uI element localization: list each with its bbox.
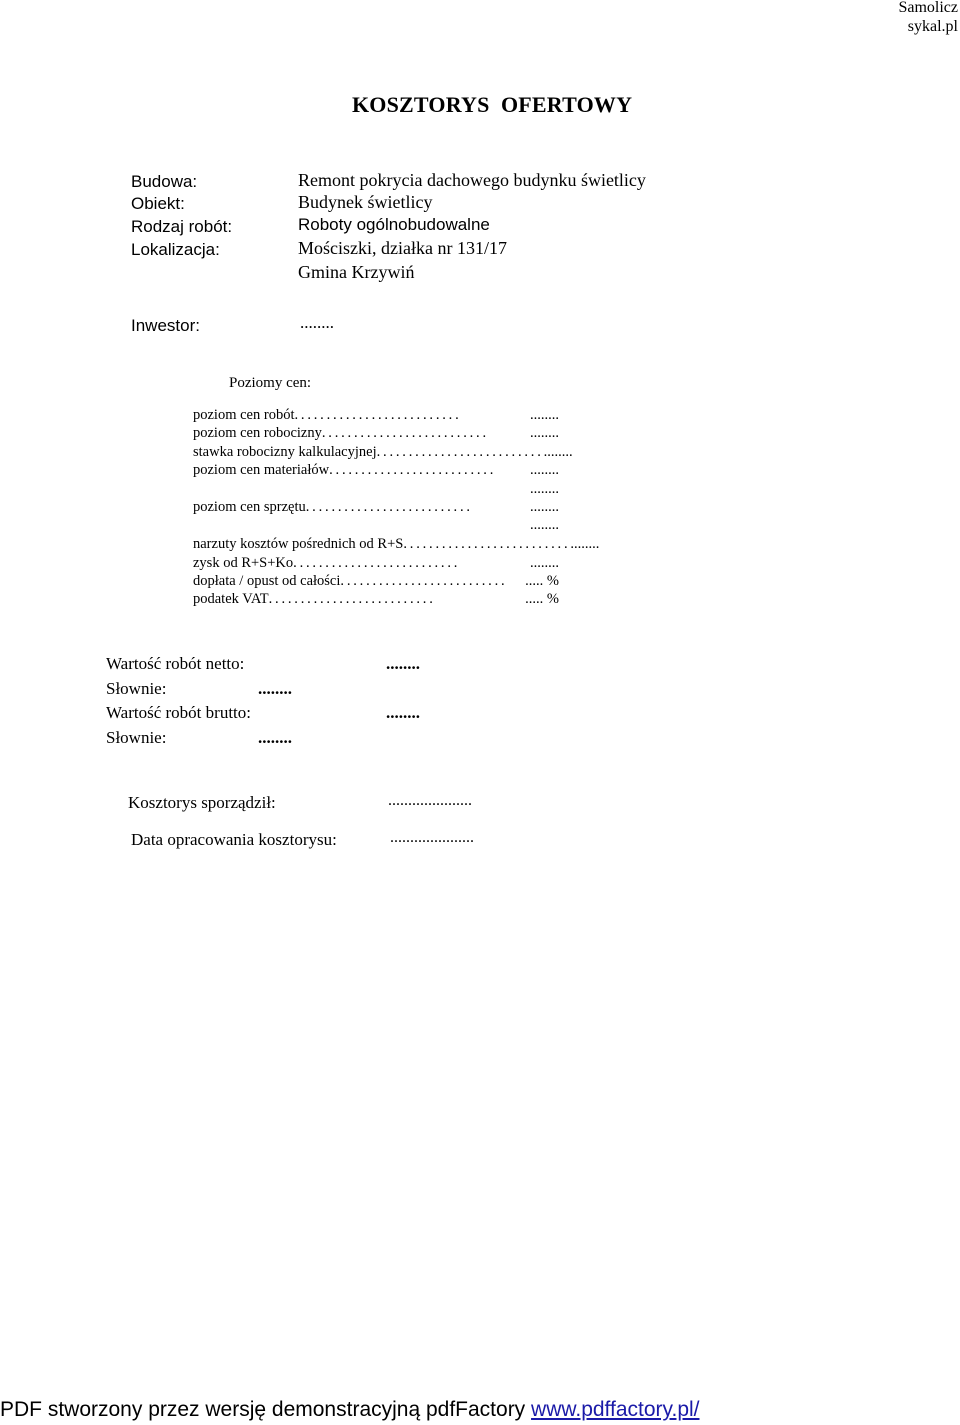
- footer-link[interactable]: www.pdffactory.pl/: [531, 1398, 700, 1421]
- price-level-label: stawka robocizny kalkulacyjnej: [193, 444, 377, 460]
- price-levels-title: Poziomy cen:: [229, 375, 312, 391]
- slownie-netto-label: Słownie:: [106, 679, 167, 698]
- corner-line-1: Samolicz: [898, 0, 958, 16]
- investor-label: Inwestor:: [131, 316, 200, 335]
- netto-label: Wartość robót netto:: [106, 654, 245, 673]
- leader-dots: ..........................: [293, 555, 461, 571]
- price-level-value: ........: [530, 499, 559, 515]
- price-level-row: [193, 498, 559, 516]
- info-label-obiekt: Obiekt:: [131, 194, 185, 213]
- price-level-label: poziom cen sprzętu: [193, 499, 306, 515]
- corner-header: [898, 0, 958, 36]
- price-level-label: poziom cen robocizny: [193, 425, 322, 441]
- price-level-value: ........: [530, 407, 559, 423]
- slownie-brutto-value: ........: [258, 728, 292, 747]
- price-level-label: poziom cen materiałów: [193, 462, 330, 478]
- leader-dots: ..........................: [268, 591, 436, 607]
- info-label-lokalizacja: Lokalizacja:: [131, 240, 220, 259]
- price-level-value: ........: [543, 444, 573, 460]
- netto-value: ........: [386, 654, 420, 673]
- slownie-netto-value: ........: [258, 679, 292, 698]
- leader-dots: ..........................: [294, 407, 462, 423]
- leader-dots: ..........................: [376, 444, 544, 460]
- document-title: KOSZTORYS OFERTOWY: [352, 92, 633, 117]
- date-value: .....................: [390, 829, 474, 846]
- info-label-rodzaj-robot: Rodzaj robót:: [131, 217, 233, 236]
- price-level-row: [193, 535, 600, 553]
- price-level-row: [193, 590, 559, 608]
- info-value-gmina: Gmina Krzywiń: [298, 262, 415, 282]
- price-level-row: [193, 554, 559, 572]
- leader-dots: ..........................: [305, 499, 473, 515]
- author-label: Kosztorys sporządził:: [128, 793, 276, 812]
- brutto-label: Wartość robót brutto:: [106, 703, 251, 722]
- info-value-budowa: Remont pokrycia dachowego budynku świetlicy: [298, 170, 646, 190]
- info-value-obiekt: Budynek świetlicy: [298, 192, 433, 212]
- price-level-row: [193, 406, 559, 424]
- info-label-budowa: Budowa:: [131, 172, 198, 191]
- author-value: .....................: [388, 792, 472, 809]
- footer-text: PDF stworzony przez wersję demonstracyjną pdfFactory: [0, 1398, 526, 1421]
- info-value-rodzaj-robot: Roboty ogólnobudowalne: [298, 215, 490, 234]
- leader-dots: ..........................: [321, 425, 489, 441]
- price-level-label: zysk od R+S+Ko: [193, 555, 294, 571]
- leader-dots: ..........................: [329, 462, 497, 478]
- corner-line-2: sykal.pl: [907, 18, 958, 35]
- price-level-value: ........: [570, 536, 600, 552]
- pdf-footer: [0, 1398, 700, 1422]
- leader-dots: ..........................: [403, 536, 571, 552]
- price-level-row: [193, 572, 559, 590]
- brutto-value: ........: [386, 703, 420, 722]
- price-level-value: ..... %: [525, 591, 559, 607]
- price-level-label: dopłata / opust od całości: [193, 573, 341, 589]
- slownie-brutto-label: Słownie:: [106, 728, 167, 747]
- price-level-label: podatek VAT: [193, 591, 269, 607]
- price-level-row: [193, 461, 559, 479]
- investor-value: ........: [300, 313, 334, 332]
- price-level-row: [193, 424, 559, 442]
- price-level-row: [193, 480, 559, 498]
- price-level-label: poziom cen robót: [193, 407, 295, 423]
- price-level-label: narzuty kosztów pośrednich od R+S: [193, 536, 404, 552]
- leader-dots: ..........................: [340, 573, 508, 589]
- price-level-row: [193, 516, 559, 534]
- price-level-value: ........: [530, 555, 559, 571]
- price-level-row: [193, 443, 573, 461]
- price-level-value: ........: [530, 462, 559, 478]
- info-value-lokalizacja: Mościszki, działka nr 131/17: [298, 238, 507, 258]
- price-level-value: ........: [530, 481, 559, 497]
- price-level-value: ........: [530, 517, 559, 533]
- price-level-value: ..... %: [525, 573, 559, 589]
- price-level-value: ........: [530, 425, 559, 441]
- date-label: Data opracowania kosztorysu:: [131, 830, 337, 849]
